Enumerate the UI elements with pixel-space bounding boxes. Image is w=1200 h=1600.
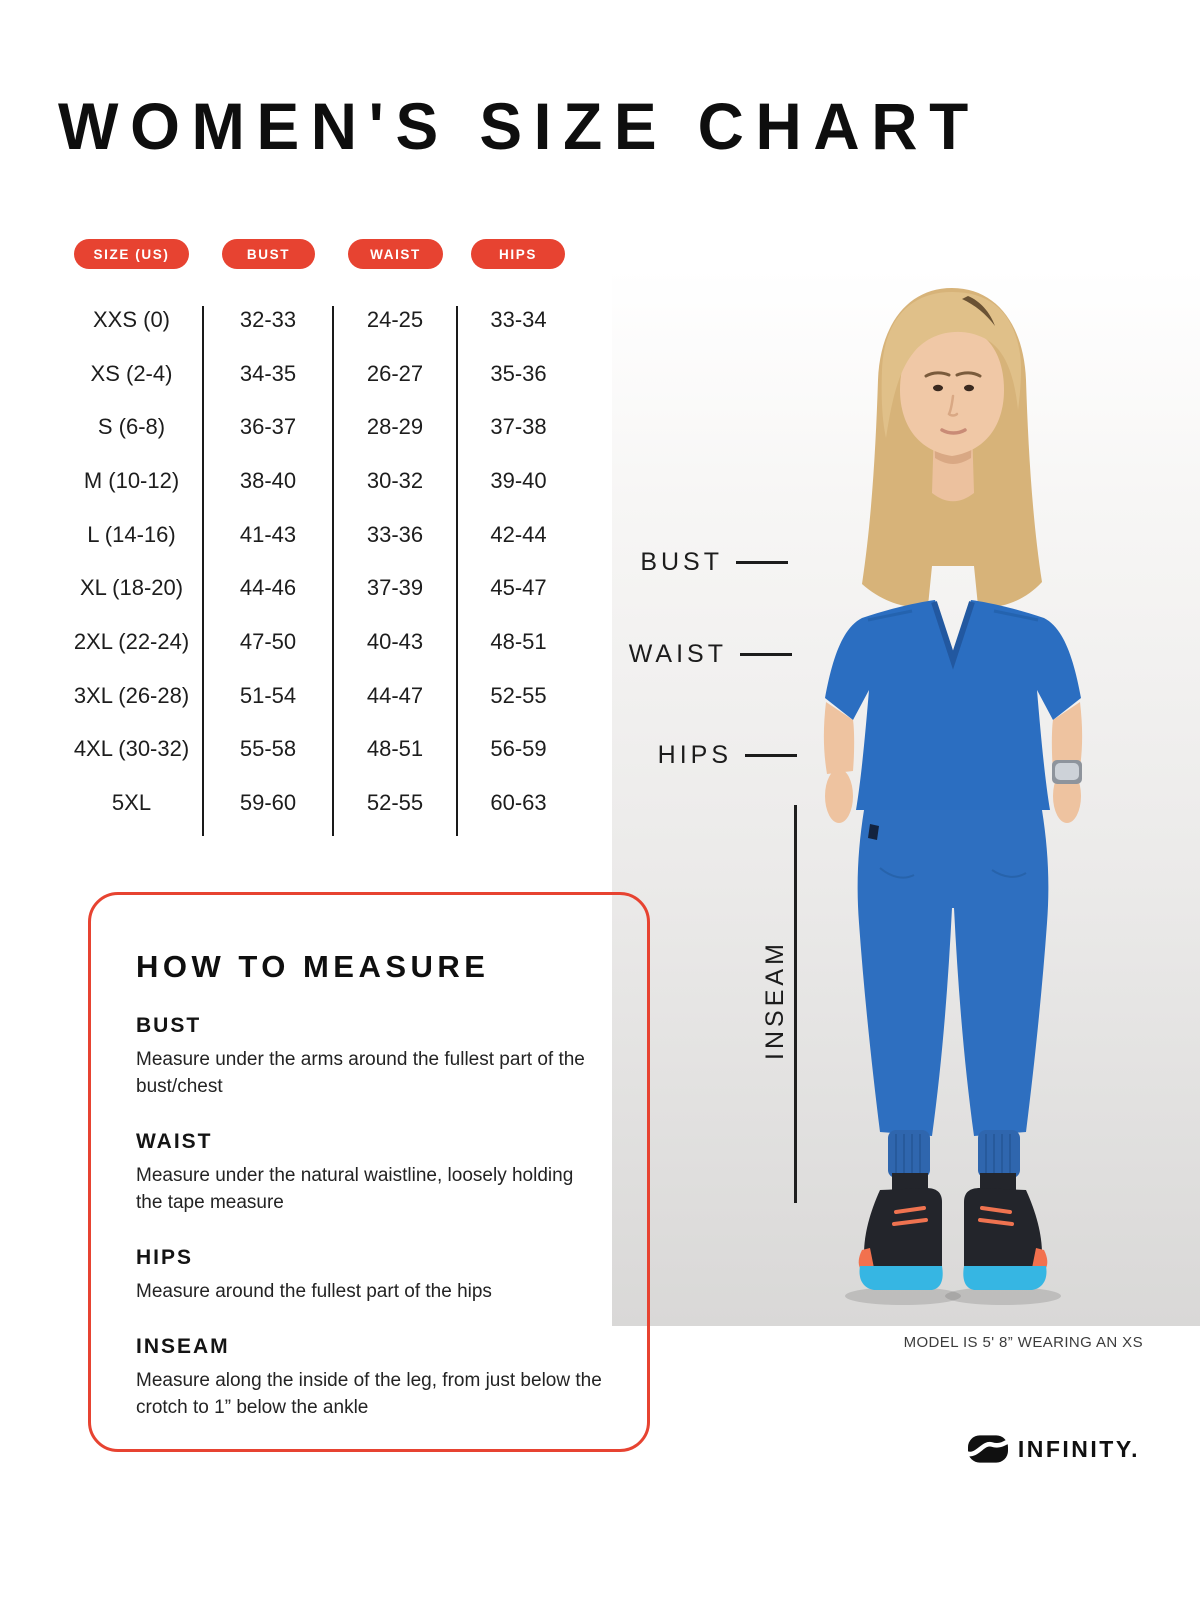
size-table-row bbox=[60, 293, 580, 347]
cell-bust: 44-46 bbox=[239, 575, 297, 601]
cell-hips: 35-36 bbox=[490, 360, 547, 386]
cell-bust: 41-43 bbox=[239, 521, 297, 547]
size-table-row bbox=[60, 454, 580, 508]
cell-bust: 51-54 bbox=[239, 682, 297, 708]
cell-bust: 55-58 bbox=[239, 736, 297, 762]
model-illustration bbox=[612, 268, 1200, 1326]
inseam-pointer-line bbox=[794, 805, 797, 1203]
cell-size: 2XL (22-24) bbox=[73, 628, 190, 654]
cell-waist: 26-27 bbox=[366, 360, 424, 386]
cell-waist: 28-29 bbox=[366, 414, 424, 440]
cell-size: L (14-16) bbox=[87, 521, 176, 547]
measure-section-text: Measure under the natural waistline, loosely holding the tape measure bbox=[136, 1164, 574, 1213]
page-title: WOMEN'S SIZE CHART bbox=[58, 89, 980, 163]
cell-waist: 37-39 bbox=[366, 575, 424, 601]
brand-name: INFINITY. bbox=[1017, 1435, 1140, 1462]
measure-section-heading: WAIST bbox=[136, 1129, 213, 1153]
size-table-row bbox=[60, 615, 580, 669]
cell-size: XXS (0) bbox=[92, 306, 171, 332]
size-table-header bbox=[60, 239, 580, 269]
cell-waist: 48-51 bbox=[366, 736, 424, 762]
cell-hips: 56-59 bbox=[490, 736, 547, 762]
measure-section bbox=[136, 1130, 617, 1217]
cell-hips: 60-63 bbox=[490, 790, 547, 816]
header-pill-waist: WAIST bbox=[348, 239, 443, 269]
measure-section-text: Measure around the fullest part of the hips bbox=[136, 1280, 492, 1302]
hips-pointer-label: HIPS bbox=[657, 741, 732, 769]
waist-pointer bbox=[629, 640, 792, 669]
cell-hips: 39-40 bbox=[490, 467, 547, 493]
cell-size: XL (18-20) bbox=[79, 575, 184, 601]
how-to-measure-title: HOW TO MEASURE bbox=[136, 949, 490, 984]
inseam-pointer-label: INSEAM bbox=[760, 940, 789, 1060]
cell-size: 4XL (30-32) bbox=[73, 736, 190, 762]
cell-hips: 37-38 bbox=[490, 414, 547, 440]
cell-bust: 32-33 bbox=[239, 306, 297, 332]
cell-bust: 36-37 bbox=[239, 414, 297, 440]
cell-bust: 59-60 bbox=[239, 790, 297, 816]
hips-pointer-line bbox=[745, 754, 797, 757]
table-divider bbox=[456, 306, 458, 836]
size-table-row bbox=[60, 400, 580, 454]
cell-waist: 30-32 bbox=[366, 467, 424, 493]
header-pill-bust: BUST bbox=[222, 239, 315, 269]
cell-waist: 52-55 bbox=[366, 790, 424, 816]
size-table-row bbox=[60, 723, 580, 777]
cell-size: 3XL (26-28) bbox=[73, 682, 190, 708]
waist-pointer-label: WAIST bbox=[628, 640, 727, 668]
size-table-row bbox=[60, 561, 580, 615]
size-table-rows bbox=[60, 293, 580, 830]
size-table-row bbox=[60, 347, 580, 401]
cell-size: 5XL bbox=[111, 790, 152, 816]
waist-pointer-line bbox=[740, 653, 792, 656]
measure-section bbox=[136, 1335, 617, 1422]
brand-logo bbox=[968, 1435, 1140, 1463]
cell-waist: 44-47 bbox=[366, 682, 424, 708]
header-pill-hips: HIPS bbox=[471, 239, 565, 269]
measure-section-heading: INSEAM bbox=[136, 1334, 230, 1358]
cell-waist: 24-25 bbox=[366, 306, 424, 332]
measure-section-heading: BUST bbox=[136, 1014, 202, 1037]
measure-section-text: Measure under the arms around the fullest part of the bust/chest bbox=[136, 1049, 585, 1097]
header-pill-size: SIZE (US) bbox=[74, 239, 189, 269]
size-table-row bbox=[60, 776, 580, 830]
cell-waist: 40-43 bbox=[366, 628, 424, 654]
measure-section-text: Measure along the inside of the leg, from just below the crotch to 1” below the ankle bbox=[136, 1369, 602, 1418]
infinity-logo-icon bbox=[968, 1435, 1008, 1463]
cell-hips: 48-51 bbox=[490, 628, 547, 654]
model-caption: MODEL IS 5' 8” WEARING AN XS bbox=[903, 1334, 1143, 1351]
model-photo bbox=[612, 268, 1200, 1326]
table-divider bbox=[332, 306, 334, 836]
cell-size: M (10-12) bbox=[83, 467, 180, 493]
hips-pointer bbox=[658, 741, 797, 770]
measure-section-heading: HIPS bbox=[136, 1245, 194, 1269]
cell-hips: 33-34 bbox=[490, 306, 547, 332]
cell-size: S (6-8) bbox=[97, 414, 166, 440]
size-table-row bbox=[60, 669, 580, 723]
how-to-measure-sections bbox=[136, 1014, 617, 1422]
cell-hips: 52-55 bbox=[490, 682, 547, 708]
size-table-row bbox=[60, 508, 580, 562]
measure-section bbox=[136, 1246, 617, 1306]
cell-size: XS (2-4) bbox=[90, 360, 173, 386]
cell-bust: 38-40 bbox=[239, 467, 297, 493]
bust-pointer-line bbox=[736, 561, 788, 564]
cell-hips: 45-47 bbox=[490, 575, 547, 601]
bust-pointer bbox=[640, 548, 788, 577]
measure-section bbox=[136, 1014, 617, 1101]
cell-bust: 47-50 bbox=[239, 628, 297, 654]
cell-waist: 33-36 bbox=[366, 521, 424, 547]
table-divider bbox=[202, 306, 204, 836]
cell-hips: 42-44 bbox=[490, 521, 547, 547]
bust-pointer-label: BUST bbox=[640, 548, 723, 576]
cell-bust: 34-35 bbox=[239, 360, 297, 386]
how-to-measure-box bbox=[88, 892, 650, 1452]
